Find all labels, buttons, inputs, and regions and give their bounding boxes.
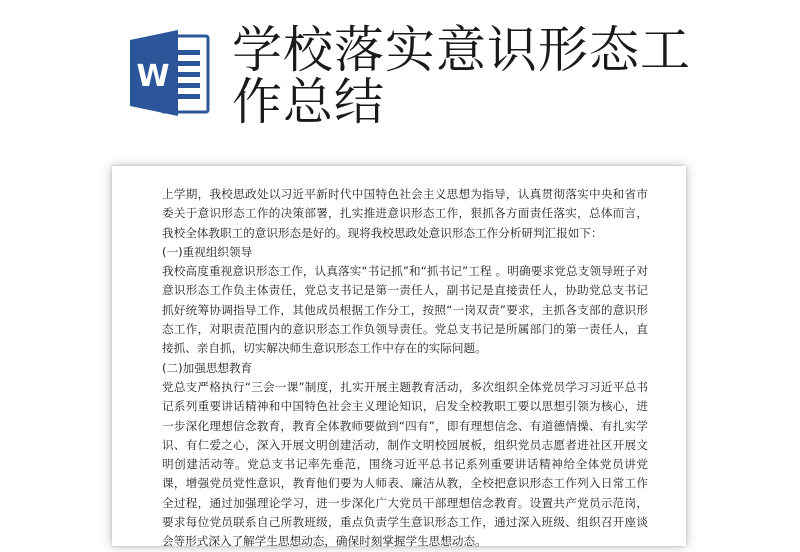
section-paragraph-2: 党总支严格执行“三会一课”制度，扎实开展主题教育活动，多次组织全体党员学习习近平总书记系列重要讲话精神和中国特色社会主义理论知识，启发全校教职工要以思想引领为核心，进一步深化理想信念教育，教育全体教师要做到“四有”，即有理想信念、有道德情操、有扎实学识、有仁爱之心，深入开展文明创建活动，制作文明校园展板，组织党员志愿者进社区开展文明创建活动等。党总支书记率先垂范，围绕习近平总书记系列重要讲话精神给全体党员讲党课，增强党员党性意识，教育他们要为人师表、廉洁从教，全校把意识形态工作列入日常工作全过程，通过加强理论学习，进一步深化广大党员干部理想信念教育。设置共产党员示范岗，要求每位党员联系自己所教班级，重点负责学生意识形态工作，通过深入班级、组织召开座谈会等形式深入了解学生思想动态，确保时刻掌握学生思想动态。	[162, 379, 648, 549]
section-paragraph-1: 我校高度重视意识形态工作，认真落实“书记抓”和“抓书记”工程 。明确要求党总支领导班子对意识形态工作负主体责任，党总支书记是第一责任人，副书记是直接责任人，协助党总支书记抓好统筹协调指导工作，其他成员根据工作分工，按照“一岗双责”要求，主抓各支部的意识形态工作，对职责范围内的意识形态工作负领导责任。党总支书记是所属部门的第一责任人，直接抓、亲自抓，切实解决师生意识形态工作中存在的实际问题。	[162, 264, 648, 356]
section-heading-2: (二)加强思想教育	[162, 360, 253, 375]
word-icon-letter: W	[136, 59, 170, 94]
intro-paragraph: 上学期，我校思政处以习近平新时代中国特色社会主义思想为指导，认真贯彻落实中央和省市委关于意识形态工作的决策部署，扎实推进意识形态工作，狠抓各方面责任落实，总体而言，我校全体教职工的意识形态是好的。现将我校思政处意识形态工作分析研判汇报如下：	[162, 187, 648, 240]
word-document-icon	[128, 26, 210, 120]
page-title: 学校落实意识形态工作总结	[232, 21, 691, 131]
document-body	[162, 185, 648, 552]
section-heading-1: (一)重视组织领导	[162, 244, 253, 259]
page-header	[0, 0, 800, 160]
